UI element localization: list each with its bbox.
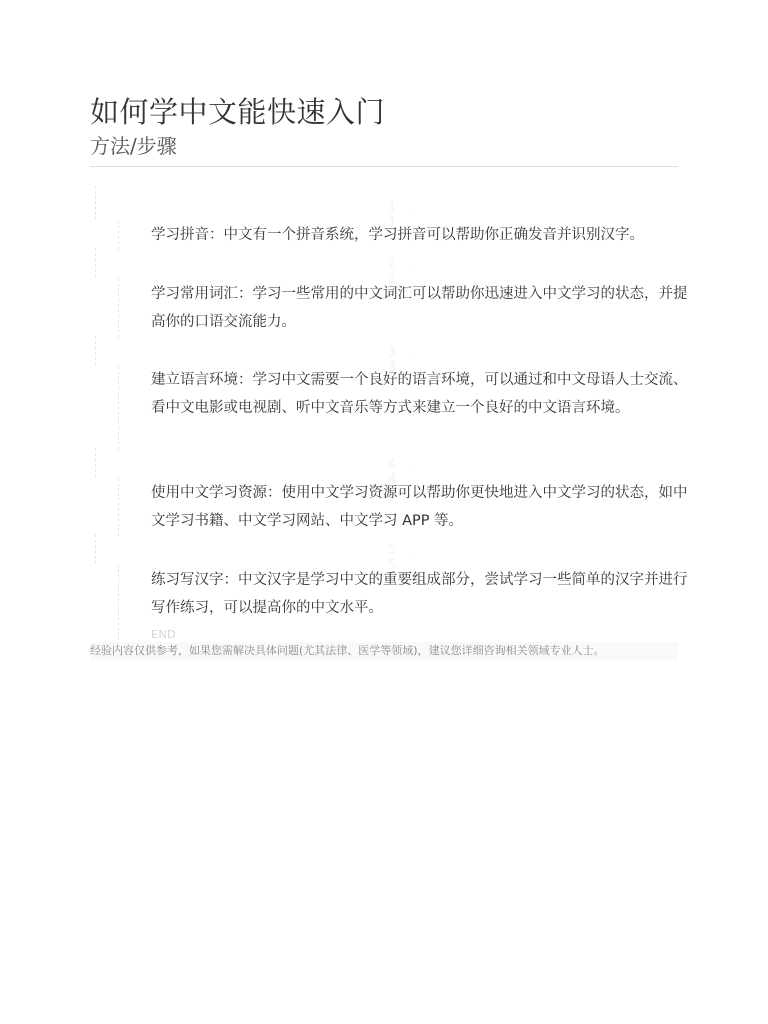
step-5-number: 5. 5: [388, 543, 421, 573]
step-1-outer-guide: [95, 186, 96, 220]
step-1-text: 学习拼音：中文有一个拼音系统，学习拼音可以帮助你正确发音并识别汉字。: [151, 227, 644, 243]
step-4-inner-guide: [118, 478, 119, 536]
step-1-number: 1. 1: [388, 200, 421, 230]
disclaimer: 经验内容仅供参考，如果您需解决具体问题(尤其法律、医学等领域)，建议您详细咨询相关领域专业人士。: [90, 642, 678, 660]
step-2-outer-guide: [95, 248, 96, 278]
step-5-text: 练习写汉字：中文汉字是学习中文的重要组成部分，尝试学习一些简单的汉字并进行写作练习，可以提高你的中文水平。: [151, 572, 688, 616]
step-2-text: 学习常用词汇：学习一些常用的中文词汇可以帮助你迅速进入中文学习的状态，并提高你的口语交流能力。: [151, 286, 688, 330]
step-4-text: 使用中文学习资源：使用中文学习资源可以帮助你更快地进入中文学习的状态，如中文学习书籍、中文学习网站、中文学习 APP 等。: [151, 485, 688, 529]
step-2-number: 2. 2: [388, 257, 421, 287]
step-3-number: 3. 3: [388, 345, 421, 375]
step-3-outer-guide: [95, 336, 96, 366]
step-3-inner-guide: [118, 366, 119, 450]
end-mark: END: [151, 628, 177, 641]
step-5-outer-guide: [95, 534, 96, 564]
step-1-inner-guide: [118, 220, 119, 250]
step-5-inner-guide: [118, 564, 119, 640]
step-4-outer-guide: [95, 448, 96, 478]
step-4-number: 4. 4: [388, 457, 421, 487]
step-2-inner-guide: [118, 278, 119, 338]
step-3-text: 建立语言环境：学习中文需要一个良好的语言环境，可以通过和中文母语人士交流、看中文电影或电视剧、听中文音乐等方式来建立一个良好的中文语言环境。: [151, 372, 688, 416]
page-title: 如何学中文能快速入门: [90, 95, 386, 129]
section-title: 方法/步骤: [90, 134, 177, 158]
